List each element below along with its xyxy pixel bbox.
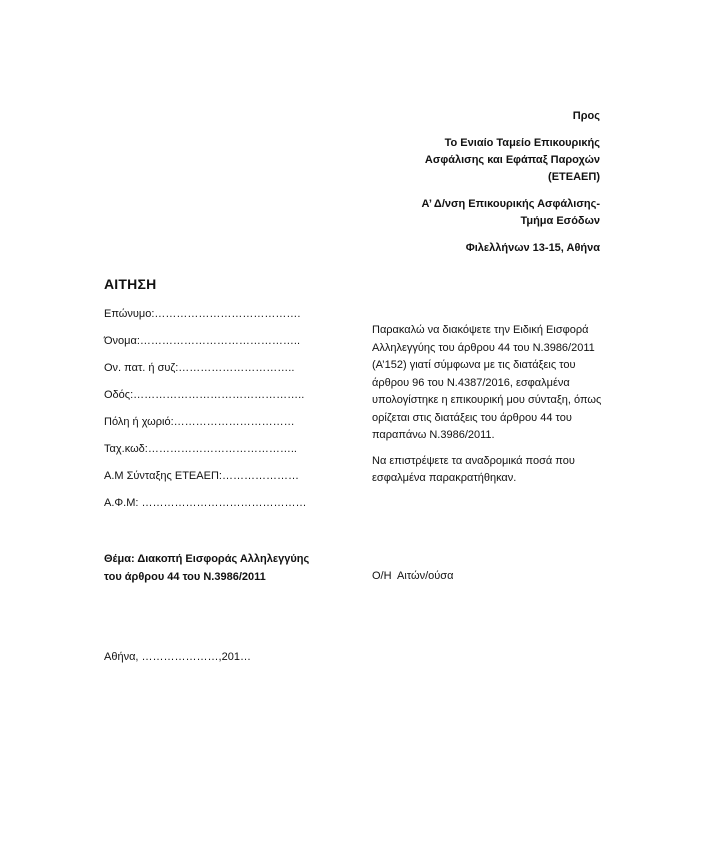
subject-block: [104, 550, 344, 586]
recipient-address: Φιλελλήνων 13-15, Αθήνα: [465, 242, 600, 254]
subject-line-2: του άρθρου 44 του Ν.3986/2011: [104, 571, 266, 583]
recipient-org-line3: (ΕΤΕΑΕΠ): [548, 171, 600, 183]
request-paragraph-1: Παρακαλώ να διακόψετε την Ειδική Εισφορά Αλληλεγγύης του άρθρου 44 του Ν.3986/2011 (Α’152) γιατί σύμφωνα με τις διατάξεις του άρθρου 96 του Ν.4387/2016, εσφαλμένα υπολογίστηκε η επικουρική μου σύνταξη, όπως ορίζεται στις διατάξεις του άρθρου 44 του παραπάνω Ν.3986/2011.: [372, 324, 602, 441]
place-date: Αθήνα, …………………,201…: [104, 651, 251, 663]
applicant-fields: [104, 307, 307, 523]
field-postal-code: Ταχ.κωδ:…………………………………..: [104, 443, 297, 455]
field-city-or-village: Πόλη ή χωριό:……………………………: [104, 416, 295, 428]
subject-line-1: Θέμα: Διακοπή Εισφοράς Αλληλεγγύης: [104, 553, 310, 565]
recipient-to: Προς: [572, 110, 600, 122]
field-father-or-spouse-name: Ον. πατ. ή συζ:…………………………..: [104, 362, 295, 374]
recipient-org-line1: Το Ενιαίο Ταμείο Επικουρικής: [444, 137, 600, 149]
field-pension-registry-number: Α.Μ Σύνταξης ΕΤΕΑΕΠ:…………………: [104, 470, 299, 482]
field-tax-id: Α.Φ.Μ: ………………………………………: [104, 497, 307, 509]
document-heading: ΑΙΤΗΣΗ: [104, 276, 157, 292]
request-body: [372, 322, 604, 496]
field-surname: Επώνυμο:………………………………….: [104, 308, 301, 320]
field-first-name: Όνομα:……………………………………..: [104, 335, 301, 347]
recipient-dept-line1: Α’ Δ/νση Επικουρικής Ασφάλισης-: [421, 198, 600, 210]
field-street: Οδός:………………………………………..: [104, 389, 305, 401]
recipient-org-line2: Ασφάλισης και Εφάπαξ Παροχών: [424, 154, 600, 166]
request-paragraph-2: Να επιστρέψετε τα αναδρομικά ποσά που εσφαλμένα παρακρατήθηκαν.: [372, 454, 575, 484]
recipient-dept-line2: Τμήμα Εσόδων: [520, 215, 600, 227]
signer-label: Ο/Η Αιτών/ούσα: [372, 570, 454, 582]
recipient-block: [300, 108, 600, 267]
